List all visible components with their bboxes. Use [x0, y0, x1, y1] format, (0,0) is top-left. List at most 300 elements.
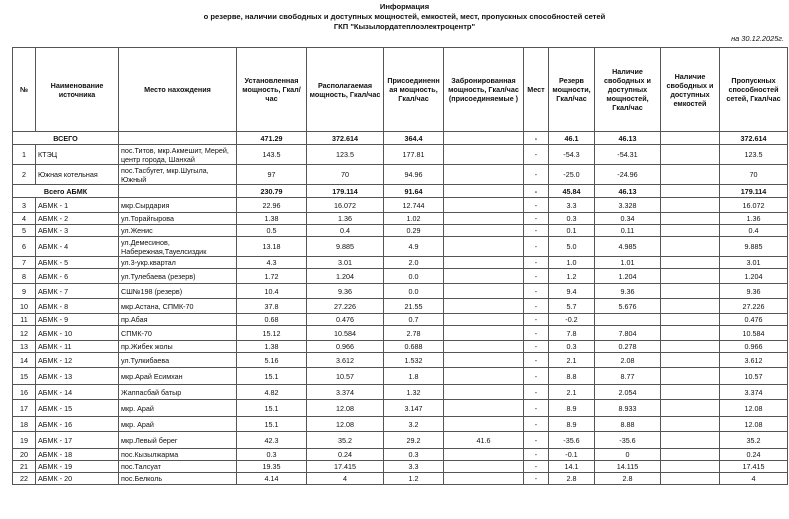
capacity_free-cell — [661, 198, 720, 213]
location-cell: мкр.Арай Есимхан — [119, 368, 237, 385]
installed-cell: 15.1 — [237, 368, 307, 385]
installed-cell: 230.79 — [237, 185, 307, 198]
connected-cell: 4.9 — [384, 237, 444, 257]
reserved-cell — [444, 341, 524, 353]
throughput-cell: 12.08 — [720, 417, 788, 432]
throughput-cell: 12.08 — [720, 400, 788, 417]
reserve-cell: 2.1 — [549, 353, 595, 368]
available-cell: 0.476 — [307, 314, 384, 326]
places-cell: - — [524, 449, 549, 461]
installed-cell: 471.29 — [237, 132, 307, 145]
location-cell: ул.Тулкибаева — [119, 353, 237, 368]
total-label: ВСЕГО — [13, 132, 119, 145]
capacity_free-cell — [661, 385, 720, 400]
connected-cell: 21.55 — [384, 299, 444, 314]
connected-cell: 94.96 — [384, 165, 444, 185]
table-row — [13, 341, 788, 353]
reserved-cell — [444, 269, 524, 284]
places-cell: - — [524, 225, 549, 237]
reserve-cell: 45.84 — [549, 185, 595, 198]
available-cell: 9.885 — [307, 237, 384, 257]
table-row — [13, 284, 788, 299]
free-cell: 9.36 — [595, 284, 661, 299]
free-cell: 0.278 — [595, 341, 661, 353]
reserve-cell: 9.4 — [549, 284, 595, 299]
reserved-cell — [444, 326, 524, 341]
reserved-cell — [444, 198, 524, 213]
location-cell: ул.Женис — [119, 225, 237, 237]
row-number-cell: 19 — [13, 432, 36, 449]
col-header-available: Располагаемая мощность, Гкал/час — [307, 48, 384, 132]
capacity_free-cell — [661, 400, 720, 417]
capacity_free-cell — [661, 165, 720, 185]
throughput-cell: 10.57 — [720, 368, 788, 385]
table-row — [13, 400, 788, 417]
connected-cell: 1.02 — [384, 213, 444, 225]
row-number-cell: 17 — [13, 400, 36, 417]
connected-cell: 0.29 — [384, 225, 444, 237]
free-cell: 8.88 — [595, 417, 661, 432]
available-cell: 1.204 — [307, 269, 384, 284]
row-number-cell: 12 — [13, 326, 36, 341]
connected-cell: 0.0 — [384, 284, 444, 299]
throughput-cell: 3.01 — [720, 257, 788, 269]
capacity_free-cell — [661, 314, 720, 326]
row-number-cell: 14 — [13, 353, 36, 368]
capacity_free-cell — [661, 213, 720, 225]
free-cell — [595, 314, 661, 326]
source-name-cell: АБМК - 5 — [36, 257, 119, 269]
location-cell: мкр.Астана, СПМК-70 — [119, 299, 237, 314]
installed-cell: 19.35 — [237, 461, 307, 473]
places-cell: - — [524, 198, 549, 213]
col-header-connected: Присоединенн ая мощность, Гкал/час — [384, 48, 444, 132]
installed-cell: 37.8 — [237, 299, 307, 314]
places-cell: - — [524, 368, 549, 385]
table-row — [13, 326, 788, 341]
available-cell: 12.08 — [307, 400, 384, 417]
installed-cell: 42.3 — [237, 432, 307, 449]
installed-cell: 1.38 — [237, 341, 307, 353]
connected-cell: 29.2 — [384, 432, 444, 449]
capacity_free-cell — [661, 341, 720, 353]
connected-cell: 1.32 — [384, 385, 444, 400]
installed-cell: 5.16 — [237, 353, 307, 368]
capacity_free-cell — [661, 237, 720, 257]
row-number-cell: 20 — [13, 449, 36, 461]
location-cell: Жаппасбай батыр — [119, 385, 237, 400]
location-cell: пос.Белколь — [119, 473, 237, 485]
table-row — [13, 257, 788, 269]
table-row — [13, 368, 788, 385]
col-header-throughput: Пропускных способностей сетей, Гкал/час — [720, 48, 788, 132]
throughput-cell: 1.204 — [720, 269, 788, 284]
capacity_free-cell — [661, 473, 720, 485]
reserved-cell — [444, 165, 524, 185]
available-cell: 27.226 — [307, 299, 384, 314]
reserve-cell: 2.1 — [549, 385, 595, 400]
location-cell — [119, 132, 237, 145]
available-cell: 179.114 — [307, 185, 384, 198]
col-header-reserve: Резерв мощности, Гкал/час — [549, 48, 595, 132]
available-cell: 9.36 — [307, 284, 384, 299]
row-number-cell: 5 — [13, 225, 36, 237]
places-cell: - — [524, 132, 549, 145]
col-header-free: Наличие свободных и доступных мощностей, Гкал/час — [595, 48, 661, 132]
row-number-cell: 22 — [13, 473, 36, 485]
places-cell: - — [524, 432, 549, 449]
free-cell: 2.054 — [595, 385, 661, 400]
installed-cell: 0.3 — [237, 449, 307, 461]
row-number-cell: 18 — [13, 417, 36, 432]
available-cell: 4 — [307, 473, 384, 485]
throughput-cell: 372.614 — [720, 132, 788, 145]
reserved-cell — [444, 225, 524, 237]
reserve-cell: 0.3 — [549, 213, 595, 225]
available-cell: 0.24 — [307, 449, 384, 461]
row-number-cell: 11 — [13, 314, 36, 326]
reserve-cell: -25.0 — [549, 165, 595, 185]
free-cell: 0.34 — [595, 213, 661, 225]
free-cell: 2.8 — [595, 473, 661, 485]
free-cell: -24.96 — [595, 165, 661, 185]
row-number-cell: 6 — [13, 237, 36, 257]
source-name-cell: АБМК - 16 — [36, 417, 119, 432]
throughput-cell: 9.36 — [720, 284, 788, 299]
installed-cell: 10.4 — [237, 284, 307, 299]
free-cell: 4.985 — [595, 237, 661, 257]
installed-cell: 22.96 — [237, 198, 307, 213]
places-cell: - — [524, 213, 549, 225]
location-cell: мкр. Арай — [119, 417, 237, 432]
available-cell: 10.584 — [307, 326, 384, 341]
places-cell: - — [524, 257, 549, 269]
available-cell: 123.5 — [307, 145, 384, 165]
available-cell: 1.36 — [307, 213, 384, 225]
capacity_free-cell — [661, 449, 720, 461]
capacity_free-cell — [661, 353, 720, 368]
free-cell: 46.13 — [595, 132, 661, 145]
connected-cell: 0.3 — [384, 449, 444, 461]
source-name-cell: АБМК - 9 — [36, 314, 119, 326]
reserve-cell: 0.1 — [549, 225, 595, 237]
source-name-cell: АБМК - 13 — [36, 368, 119, 385]
source-name-cell: АБМК - 11 — [36, 341, 119, 353]
throughput-cell: 123.5 — [720, 145, 788, 165]
throughput-cell: 70 — [720, 165, 788, 185]
installed-cell: 15.1 — [237, 417, 307, 432]
installed-cell: 97 — [237, 165, 307, 185]
available-cell: 35.2 — [307, 432, 384, 449]
col-header-reserved: Забронированная мощность, Гкал/час (присоединяемые ) — [444, 48, 524, 132]
location-cell: мкр.Левый берег — [119, 432, 237, 449]
capacity-table — [12, 47, 788, 485]
reserved-cell — [444, 237, 524, 257]
places-cell: - — [524, 461, 549, 473]
source-name-cell: АБМК - 2 — [36, 213, 119, 225]
table-row — [13, 213, 788, 225]
installed-cell: 1.72 — [237, 269, 307, 284]
table-row — [13, 353, 788, 368]
reserve-cell: 5.7 — [549, 299, 595, 314]
table-row — [13, 269, 788, 284]
connected-cell: 2.78 — [384, 326, 444, 341]
source-name-cell: Южная котельная — [36, 165, 119, 185]
table-row — [13, 417, 788, 432]
available-cell: 70 — [307, 165, 384, 185]
source-name-cell: АБМК - 6 — [36, 269, 119, 284]
connected-cell: 1.2 — [384, 473, 444, 485]
source-name-cell: АБМК - 3 — [36, 225, 119, 237]
places-cell: - — [524, 341, 549, 353]
free-cell: -35.6 — [595, 432, 661, 449]
source-name-cell: АБМК - 4 — [36, 237, 119, 257]
capacity_free-cell — [661, 326, 720, 341]
places-cell: - — [524, 385, 549, 400]
free-cell: 1.204 — [595, 269, 661, 284]
location-cell: СПМК-70 — [119, 326, 237, 341]
free-cell: 8.77 — [595, 368, 661, 385]
capacity_free-cell — [661, 284, 720, 299]
connected-cell: 3.3 — [384, 461, 444, 473]
reserved-cell — [444, 400, 524, 417]
source-name-cell: АБМК - 12 — [36, 353, 119, 368]
available-cell: 3.612 — [307, 353, 384, 368]
connected-cell: 0.0 — [384, 269, 444, 284]
reserved-cell — [444, 473, 524, 485]
available-cell: 12.08 — [307, 417, 384, 432]
capacity_free-cell — [661, 145, 720, 165]
source-name-cell: АБМК - 7 — [36, 284, 119, 299]
location-cell: пос.Тасбугет, мкр.Шугыла, Южный — [119, 165, 237, 185]
installed-cell: 0.5 — [237, 225, 307, 237]
total-label: Всего АБМК — [13, 185, 119, 198]
free-cell: 0 — [595, 449, 661, 461]
free-cell: -54.31 — [595, 145, 661, 165]
places-cell: - — [524, 269, 549, 284]
row-number-cell: 3 — [13, 198, 36, 213]
reserved-cell — [444, 257, 524, 269]
table-row — [13, 165, 788, 185]
location-cell — [119, 185, 237, 198]
connected-cell: 177.81 — [384, 145, 444, 165]
throughput-cell: 17.415 — [720, 461, 788, 473]
col-header-name: Наименование источника — [36, 48, 119, 132]
total-row — [13, 132, 788, 145]
connected-cell: 2.0 — [384, 257, 444, 269]
reserved-cell — [444, 213, 524, 225]
available-cell: 0.966 — [307, 341, 384, 353]
connected-cell: 0.7 — [384, 314, 444, 326]
free-cell: 7.804 — [595, 326, 661, 341]
free-cell: 1.01 — [595, 257, 661, 269]
row-number-cell: 1 — [13, 145, 36, 165]
reserved-cell: 41.6 — [444, 432, 524, 449]
location-cell: ул.Демесинов, Набережная,Тауелсиздик — [119, 237, 237, 257]
capacity_free-cell — [661, 461, 720, 473]
col-header-capacity-free: Наличие свободных и доступных емкостей — [661, 48, 720, 132]
throughput-cell: 1.36 — [720, 213, 788, 225]
location-cell: ул.3-укр.квартал — [119, 257, 237, 269]
row-number-cell: 21 — [13, 461, 36, 473]
location-cell: ул.Тулебаева (резерв) — [119, 269, 237, 284]
throughput-cell: 9.885 — [720, 237, 788, 257]
subtotal-row — [13, 185, 788, 198]
places-cell: - — [524, 314, 549, 326]
doc-title: Информация — [379, 2, 430, 11]
installed-cell: 4.82 — [237, 385, 307, 400]
report-date: на 30.12.2025г. — [731, 34, 784, 43]
location-cell: пр.Жибек жолы — [119, 341, 237, 353]
reserve-cell: 1.2 — [549, 269, 595, 284]
places-cell: - — [524, 473, 549, 485]
free-cell: 5.676 — [595, 299, 661, 314]
table-row — [13, 299, 788, 314]
throughput-cell: 3.612 — [720, 353, 788, 368]
capacity_free-cell — [661, 299, 720, 314]
free-cell: 8.933 — [595, 400, 661, 417]
places-cell: - — [524, 165, 549, 185]
reserve-cell: 0.3 — [549, 341, 595, 353]
reserve-cell: 1.0 — [549, 257, 595, 269]
capacity_free-cell — [661, 132, 720, 145]
capacity_free-cell — [661, 257, 720, 269]
row-number-cell: 2 — [13, 165, 36, 185]
reserve-cell: 7.8 — [549, 326, 595, 341]
row-number-cell: 9 — [13, 284, 36, 299]
throughput-cell: 0.4 — [720, 225, 788, 237]
reserve-cell: -54.3 — [549, 145, 595, 165]
table-row — [13, 225, 788, 237]
source-name-cell: АБМК - 10 — [36, 326, 119, 341]
table-row — [13, 385, 788, 400]
reserved-cell — [444, 284, 524, 299]
reserve-cell: 5.0 — [549, 237, 595, 257]
reserve-cell: 14.1 — [549, 461, 595, 473]
location-cell: СШ№198 (резерв) — [119, 284, 237, 299]
free-cell: 0.11 — [595, 225, 661, 237]
places-cell: - — [524, 145, 549, 165]
location-cell: ул.Торайгырова — [119, 213, 237, 225]
free-cell: 46.13 — [595, 185, 661, 198]
source-name-cell: АБМК - 19 — [36, 461, 119, 473]
reserve-cell: -35.6 — [549, 432, 595, 449]
connected-cell: 1.532 — [384, 353, 444, 368]
reserved-cell — [444, 185, 524, 198]
reserved-cell — [444, 314, 524, 326]
location-cell: пос.Титов, мкр.Акмешит, Мерей, центр города, Шанхай — [119, 145, 237, 165]
places-cell: - — [524, 326, 549, 341]
reserved-cell — [444, 368, 524, 385]
reserved-cell — [444, 461, 524, 473]
row-number-cell: 8 — [13, 269, 36, 284]
location-cell: мкр. Арай — [119, 400, 237, 417]
connected-cell: 3.147 — [384, 400, 444, 417]
available-cell: 17.415 — [307, 461, 384, 473]
source-name-cell: АБМК - 18 — [36, 449, 119, 461]
row-number-cell: 4 — [13, 213, 36, 225]
throughput-cell: 0.966 — [720, 341, 788, 353]
connected-cell: 12.744 — [384, 198, 444, 213]
source-name-cell: АБМК - 14 — [36, 385, 119, 400]
reserve-cell: -0.1 — [549, 449, 595, 461]
reserve-cell: 2.8 — [549, 473, 595, 485]
free-cell: 2.08 — [595, 353, 661, 368]
location-cell: мкр.Сырдария — [119, 198, 237, 213]
location-cell: пос.Кызылжарма — [119, 449, 237, 461]
places-cell: - — [524, 353, 549, 368]
reserved-cell — [444, 145, 524, 165]
connected-cell: 91.64 — [384, 185, 444, 198]
col-header-installed: Установленная мощность, Гкал/час — [237, 48, 307, 132]
throughput-cell: 27.226 — [720, 299, 788, 314]
places-cell: - — [524, 237, 549, 257]
table-row — [13, 449, 788, 461]
reserved-cell — [444, 299, 524, 314]
source-name-cell: АБМК - 17 — [36, 432, 119, 449]
source-name-cell: АБМК - 8 — [36, 299, 119, 314]
capacity_free-cell — [661, 185, 720, 198]
reserve-cell: 46.1 — [549, 132, 595, 145]
throughput-cell: 35.2 — [720, 432, 788, 449]
free-cell: 14.115 — [595, 461, 661, 473]
installed-cell: 15.1 — [237, 400, 307, 417]
table-row — [13, 473, 788, 485]
free-cell: 3.328 — [595, 198, 661, 213]
reserve-cell: 8.9 — [549, 400, 595, 417]
col-header-places: Мест — [524, 48, 549, 132]
reserve-cell: 3.3 — [549, 198, 595, 213]
available-cell: 0.4 — [307, 225, 384, 237]
reserve-cell: 8.9 — [549, 417, 595, 432]
installed-cell: 1.38 — [237, 213, 307, 225]
location-cell: пос.Талсуат — [119, 461, 237, 473]
reserve-cell: -0.2 — [549, 314, 595, 326]
throughput-cell: 0.24 — [720, 449, 788, 461]
throughput-cell: 16.072 — [720, 198, 788, 213]
connected-cell: 1.8 — [384, 368, 444, 385]
available-cell: 16.072 — [307, 198, 384, 213]
row-number-cell: 15 — [13, 368, 36, 385]
places-cell: - — [524, 299, 549, 314]
connected-cell: 364.4 — [384, 132, 444, 145]
capacity_free-cell — [661, 225, 720, 237]
throughput-cell: 10.584 — [720, 326, 788, 341]
source-name-cell: АБМК - 1 — [36, 198, 119, 213]
table-row — [13, 145, 788, 165]
installed-cell: 13.18 — [237, 237, 307, 257]
table-row — [13, 432, 788, 449]
source-name-cell: АБМК - 20 — [36, 473, 119, 485]
table-row — [13, 237, 788, 257]
source-name-cell: АБМК - 15 — [36, 400, 119, 417]
reserved-cell — [444, 449, 524, 461]
capacity_free-cell — [661, 417, 720, 432]
doc-organization: ГКП "Кызылордатеплоэлектроцентр" — [333, 22, 476, 31]
capacity_free-cell — [661, 368, 720, 385]
installed-cell: 4.14 — [237, 473, 307, 485]
available-cell: 10.57 — [307, 368, 384, 385]
reserve-cell: 8.8 — [549, 368, 595, 385]
reserved-cell — [444, 353, 524, 368]
installed-cell: 15.12 — [237, 326, 307, 341]
throughput-cell: 0.476 — [720, 314, 788, 326]
installed-cell: 0.68 — [237, 314, 307, 326]
location-cell: пр.Абая — [119, 314, 237, 326]
throughput-cell: 3.374 — [720, 385, 788, 400]
available-cell: 3.01 — [307, 257, 384, 269]
places-cell: - — [524, 284, 549, 299]
